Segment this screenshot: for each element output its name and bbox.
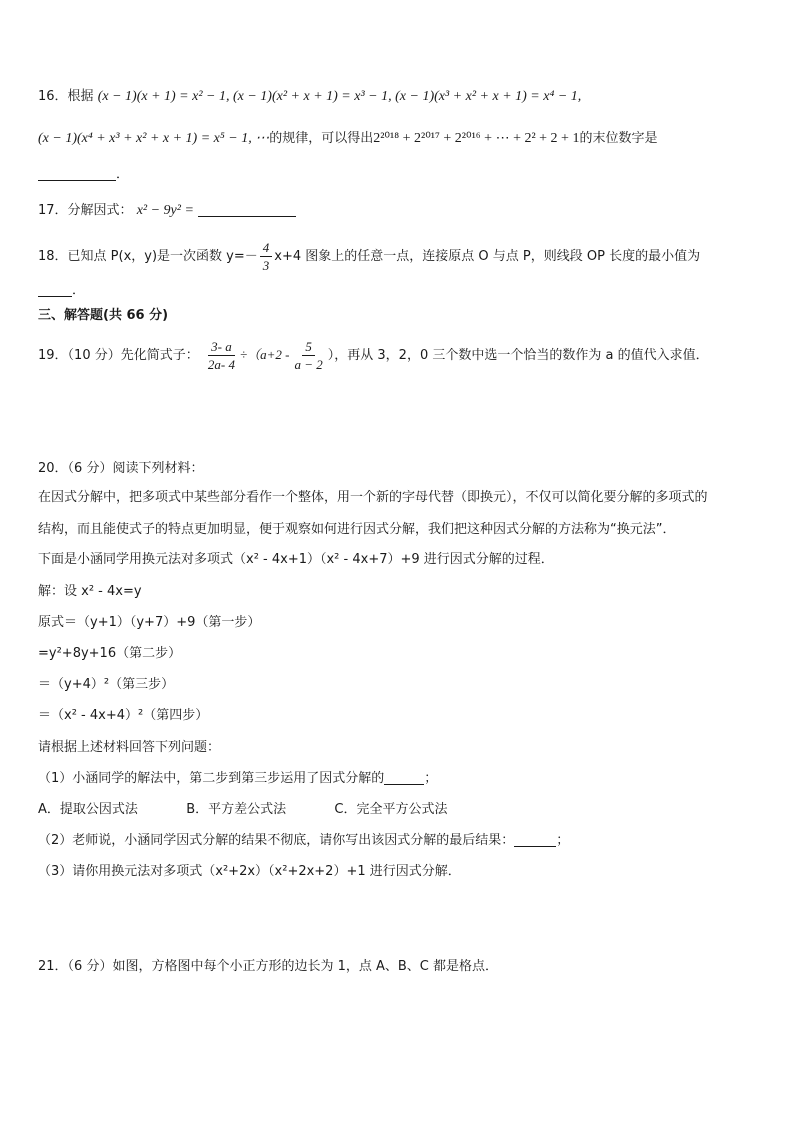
q18-line-2: [38, 282, 85, 300]
q20-paragraph-2: 结构，而且能使式子的特点更加明显，便于观察如何进行因式分解，我们把这种因式分解的方法称为“换元法”．: [38, 522, 676, 537]
q19-frac2-numerator: 5: [302, 339, 315, 356]
section-3-heading: 三、解答题(共 66 分): [38, 308, 169, 323]
q18-number: 18．: [38, 249, 68, 264]
q17-expression: x² − 9y² =: [136, 203, 194, 218]
q20-sub-2-text: （2）老师说，小涵同学因式分解的结果不彻底，请你写出该因式分解的最后结果：: [38, 833, 515, 848]
q16-lead: 根据: [67, 89, 94, 104]
q20-score: （6 分）: [67, 461, 113, 476]
q20-sub-1-blank[interactable]: [384, 770, 424, 785]
q18-fraction: [260, 240, 273, 273]
q19-text-2: ），再从 3，2，0 三个数中选一个恰当的数作为 a 的值代入求值．: [327, 348, 709, 363]
q20-option-b[interactable]: B．平方差公式法: [186, 802, 287, 817]
q18-text-2: x+4 图象上的任意一点，连接原点 O 与点 P，则线段 OP 长度的最小值为: [274, 249, 701, 264]
q20-step-4: ＝（x² - 4x+4）²（第四步）: [38, 708, 209, 723]
q17-text: 分解因式：: [67, 203, 133, 218]
q17-answer-blank[interactable]: [198, 202, 296, 217]
q18-frac-denominator: 3: [262, 258, 270, 273]
q20-paragraph-3: 下面是小涵同学用换元法对多项式（x² - 4x+1）（x² - 4x+7）+9 进行因式分解的过程．: [38, 552, 554, 567]
q21-text: 如图，方格图中每个小正方形的边长为 1，点 A、B、C 都是格点．: [112, 959, 499, 974]
q20-paragraph-1: 在因式分解中，把多项式中某些部分看作一个整体，用一个新的字母代替（即换元），不仅可以简化要分解的多项式的: [38, 490, 708, 505]
q16-line-1: [38, 88, 581, 106]
q20-number: 20．: [38, 461, 68, 476]
q20-sub-2: [38, 832, 569, 850]
q16-mid: 的规律，可以得出: [269, 131, 374, 146]
q17-line: [38, 202, 296, 220]
q19-frac1-denominator: 2a- 4: [207, 357, 235, 372]
q20-sub-2-blank[interactable]: [514, 832, 556, 847]
q18-end: ．: [72, 283, 86, 298]
q19-fraction-1: [205, 339, 238, 372]
q19-division: ÷（a+2 -: [239, 347, 290, 362]
q16-line-3: [38, 166, 129, 184]
q16-line-2: [38, 130, 657, 148]
q16-tail: 的末位数字是: [579, 131, 658, 146]
q19-line: [38, 338, 709, 373]
q21-line: [38, 958, 498, 976]
q18-line-1: [38, 240, 700, 273]
q20-options: [38, 801, 447, 819]
q21-number: 21．: [38, 959, 68, 974]
q20-sub-3: （3）请你用换元法对多项式（x²+2x）（x²+2x+2）+1 进行因式分解．: [38, 864, 461, 879]
q20-step-2: =y²+8y+16（第二步）: [38, 646, 182, 661]
q18-frac-numerator: 4: [260, 240, 273, 257]
q18-text-1: 已知点 P(x，y)是一次函数 y=－: [67, 249, 258, 264]
q20-sub-2-end: ；: [556, 833, 570, 848]
q20-sub-1-end: ；: [424, 771, 438, 786]
q20-heading: [38, 460, 203, 478]
q19-frac2-denominator: a − 2: [294, 357, 323, 372]
q19-frac1-numerator: 3- a: [208, 339, 235, 356]
q16-number: 16．: [38, 89, 68, 104]
q20-sub-1: [38, 770, 437, 788]
q17-number: 17．: [38, 203, 68, 218]
q20-step-0: 解：设 x² - 4x=y: [38, 584, 142, 599]
q20-sub-1-text: （1）小涵同学的解法中，第二步到第三步运用了因式分解的: [38, 771, 385, 786]
q20-title: 阅读下列材料：: [112, 461, 204, 476]
q20-ask: 请根据上述材料回答下列问题：: [38, 740, 221, 755]
q16-equations-1: (x − 1)(x + 1) = x² − 1, (x − 1)(x² + x + 1) = x³ − 1, (x − 1)(x³ + x² + x + 1) = x⁴ − 1,: [97, 89, 582, 104]
q16-sum: 2²⁰¹⁸ + 2²⁰¹⁷ + 2²⁰¹⁶ + ⋯ + 2² + 2 + 1: [373, 131, 580, 146]
q19-fraction-2: [291, 339, 325, 372]
q18-answer-blank[interactable]: [38, 282, 72, 297]
q20-step-1: 原式＝（y+1）（y+7）+9（第一步）: [38, 615, 261, 630]
q20-option-c[interactable]: C．完全平方公式法: [334, 802, 448, 817]
q16-end: ．: [116, 167, 130, 182]
q16-answer-blank[interactable]: [38, 166, 116, 181]
q19-score: （10 分）: [67, 348, 121, 363]
q20-step-3: ＝（y+4）²（第三步）: [38, 677, 175, 692]
q19-number: 19．: [38, 348, 68, 363]
q19-text-1: 先化简式子：: [120, 348, 199, 363]
q20-option-a[interactable]: A．提取公因式法: [38, 802, 138, 817]
q16-equations-2: (x − 1)(x⁴ + x³ + x² + x + 1) = x⁵ − 1, ⋯: [38, 131, 270, 146]
q21-score: （6 分）: [67, 959, 113, 974]
